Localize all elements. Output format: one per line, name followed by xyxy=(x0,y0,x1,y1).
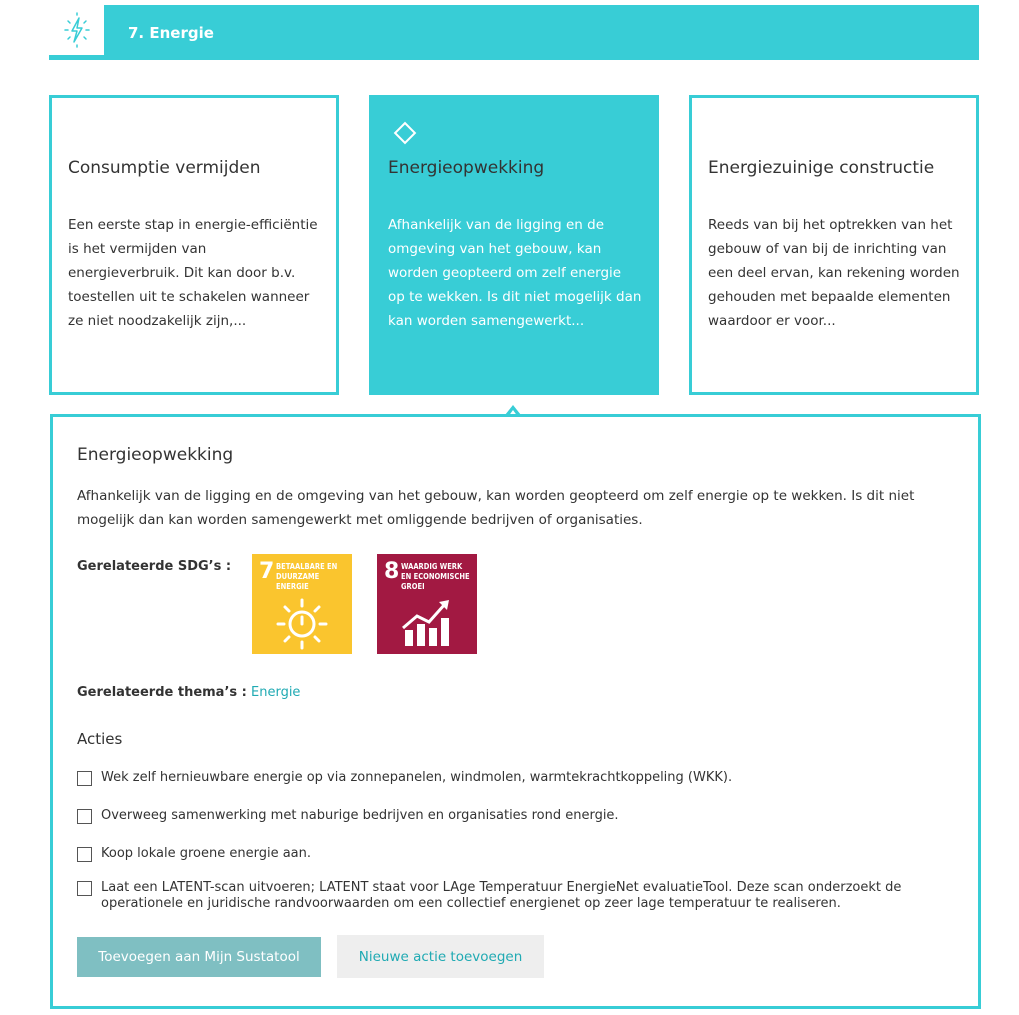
action-checkbox[interactable] xyxy=(77,809,92,824)
card-text: Reeds van bij het optrekken van het gebouw of van bij de inrichting van een deel ervan, kan rekening worden gehouden met bepaalde elementen waardoor er voor... xyxy=(708,217,960,329)
related-themes xyxy=(77,685,300,700)
action-text: Laat een LATENT-scan uitvoeren; LATENT staat voor LAge Temperatuur EnergieNet evaluatieTool. Deze scan onderzoekt de operationele en juridische randvoorwaarden om een collectief energienet op zeer lage temperatuur te realiseren. xyxy=(101,880,902,911)
action-text: Koop lokale groene energie aan. xyxy=(101,846,312,861)
header-icon-box xyxy=(49,5,104,55)
growth-chart-icon xyxy=(399,594,455,650)
card-energiezuinige-constructie[interactable] xyxy=(689,95,979,395)
detail-title: Energieopwekking xyxy=(77,445,234,465)
section-title: 7. Energie xyxy=(128,24,214,42)
card-consumptie-vermijden[interactable] xyxy=(49,95,339,395)
sdg-8-tile xyxy=(377,554,477,654)
lightning-icon xyxy=(59,12,95,48)
card-title: Energiezuinige constructie xyxy=(708,158,935,178)
add-new-action-button[interactable]: Nieuwe actie toevoegen xyxy=(337,935,544,978)
action-item[interactable] xyxy=(77,846,957,862)
sdg-text: WAARDIG WERK EN ECONOMISCHE GROEI xyxy=(401,562,470,591)
sdg-7-tile xyxy=(252,554,352,654)
action-text: Wek zelf hernieuwbare energie op via zonnepanelen, windmolen, warmtekrachtkoppeling (WKK). xyxy=(101,770,733,785)
card-text: Een eerste stap in energie-efficiëntie is het vermijden van energieverbruik. Dit kan door b.v. toestellen uit te schakelen wanneer ze niet noodzakelijk zijn,... xyxy=(68,217,318,329)
action-checkbox[interactable] xyxy=(77,771,92,786)
action-checkbox[interactable] xyxy=(77,881,92,896)
card-title: Energieopwekking xyxy=(388,158,545,178)
sdg-number: 8 xyxy=(384,559,400,584)
detail-panel xyxy=(50,414,981,1009)
section-header xyxy=(49,5,979,60)
diamond-icon xyxy=(392,120,418,146)
actions-heading: Acties xyxy=(77,730,123,748)
sdg-number: 7 xyxy=(259,559,275,584)
theme-link-energie[interactable]: Energie xyxy=(251,685,301,700)
action-item[interactable] xyxy=(77,770,957,786)
sdg-label: Gerelateerde SDG’s : xyxy=(77,559,232,574)
card-title: Consumptie vermijden xyxy=(68,158,261,178)
card-text: Afhankelijk van de ligging en de omgeving van het gebouw, kan worden geopteerd om zelf energie op te wekken. Is dit niet mogelijk dan kan worden samengewerkt... xyxy=(388,217,642,329)
sun-power-icon xyxy=(274,594,330,650)
add-to-sustatool-button[interactable]: Toevoegen aan Mijn Sustatool xyxy=(77,937,321,977)
theme-label: Gerelateerde thema’s : xyxy=(77,685,247,700)
action-item[interactable] xyxy=(77,880,957,912)
detail-description: Afhankelijk van de ligging en de omgeving van het gebouw, kan worden geopteerd om zelf energie op te wekken. Is dit niet mogelijk dan kan worden samengewerkt met omliggende bedrijven of organisaties. xyxy=(77,488,915,528)
sdg-text: BETAALBARE EN DUURZAME ENERGIE xyxy=(276,562,338,591)
action-item[interactable] xyxy=(77,808,957,824)
action-text: Overweeg samenwerking met naburige bedrijven en organisaties rond energie. xyxy=(101,808,619,823)
card-energieopwekking[interactable] xyxy=(369,95,659,395)
action-checkbox[interactable] xyxy=(77,847,92,862)
